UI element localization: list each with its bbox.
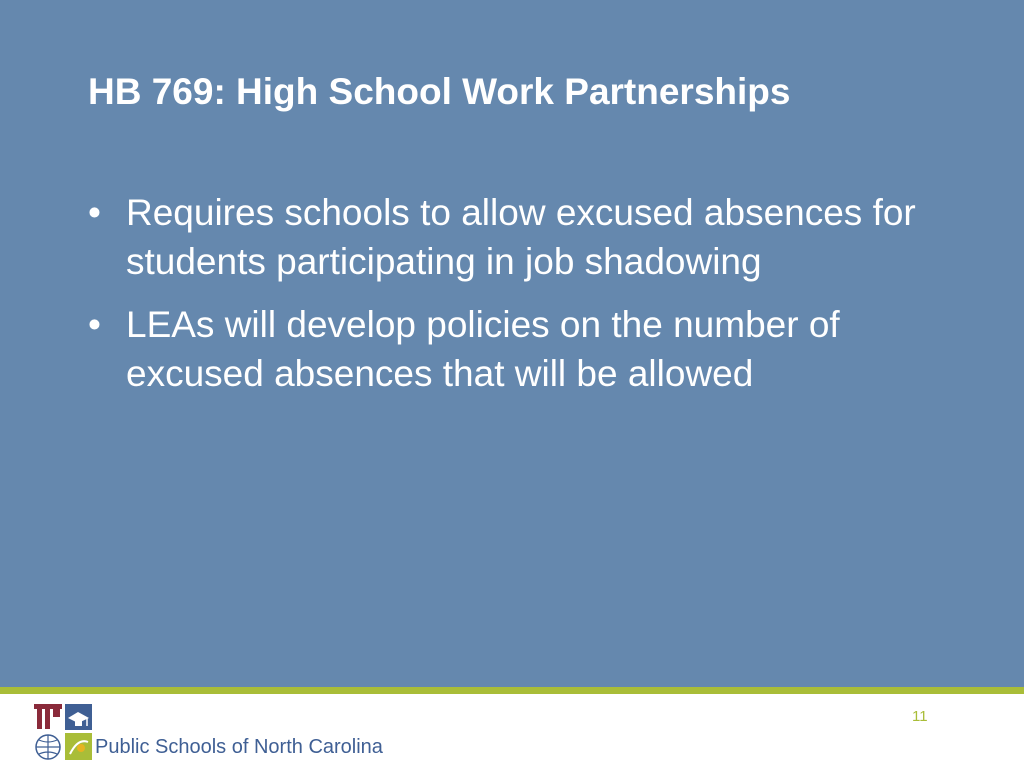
bullet-item	[88, 300, 928, 398]
bullet-item	[88, 188, 928, 286]
bullet-list	[88, 188, 928, 412]
bullet-text: Requires schools to allow excused absences for students participating in job shadowing	[126, 192, 916, 282]
nc-public-schools-logo-icon	[34, 702, 94, 762]
page-number: 11	[912, 708, 928, 725]
slide-title: HB 769: High School Work Partnerships	[88, 71, 791, 112]
organization-name: Public Schools of North Carolina	[95, 736, 383, 758]
bullet-marker: •	[88, 192, 101, 233]
bullet-text: LEAs will develop policies on the number of excused absences that will be allowed	[126, 304, 840, 394]
footer-accent-bar	[0, 687, 1024, 694]
bullet-marker: •	[88, 304, 101, 345]
